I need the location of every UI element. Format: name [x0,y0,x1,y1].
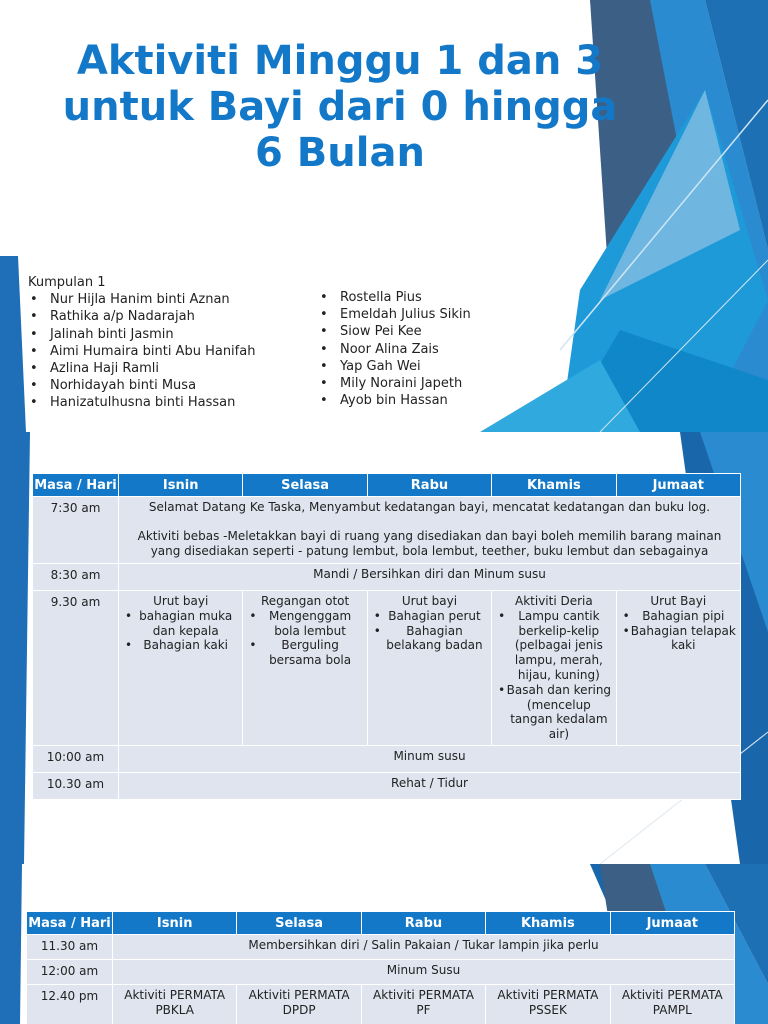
schedule-slide-2 [0,864,768,1024]
table-row [27,935,735,960]
column-header: Rabu [367,474,491,497]
time-cell: 11.30 am [27,935,113,960]
column-header: Isnin [119,474,243,497]
table-row [27,985,735,1024]
title-line: untuk Bayi dari 0 hingga [62,84,618,130]
activity-cell-jumaat [616,591,740,746]
activity-cell-khamis: Aktiviti PERMATA PSSEK [486,985,610,1024]
table-row [33,772,741,799]
member-name: • Nur Hijla Hanim binti Aznan [28,291,255,308]
time-cell: 12.40 pm [27,985,113,1024]
schedule-table [32,473,741,800]
activity-item: • Bahagian kaki [123,638,238,653]
table-header-row [27,912,735,935]
activity-cell: Minum susu [119,745,741,772]
slide-title [40,38,640,176]
activity-item: • Berguling bersama bola [247,638,362,668]
member-list-left [28,274,255,412]
activity-item: • bahagian muka dan kepala [123,609,238,639]
activity-heading: Aktiviti Deria [515,594,593,608]
member-name: • Mily Noraini Japeth [318,375,471,392]
table-row [33,564,741,591]
activity-heading: Urut bayi [401,594,458,608]
column-header: Isnin [113,912,237,935]
activity-item: • Bahagian belakang badan [372,624,487,654]
title-slide [0,0,768,432]
member-list-right [318,289,471,409]
activity-item: • Mengenggam bola lembut [247,609,362,639]
activity-text: Selamat Datang Ke Taska, Menyambut kedatangan bayi, mencatat kedatangan dan buku log. [148,500,711,514]
table-row [27,960,735,985]
member-name: • Rathika a/p Nadarajah [28,308,255,325]
column-header: Khamis [492,474,616,497]
time-cell: 12:00 am [27,960,113,985]
member-name: • Siow Pei Kee [318,323,471,340]
activity-cell: Minum Susu [113,960,735,985]
time-cell: 10:00 am [33,745,119,772]
activity-cell: Membersihkan diri / Salin Pakaian / Tukar lampin jika perlu [113,935,735,960]
time-cell: 10.30 am [33,772,119,799]
member-name: • Azlina Haji Ramli [28,360,255,377]
activity-heading: Urut Bayi [650,594,707,608]
activity-cell [119,497,741,564]
time-cell: 9.30 am [33,591,119,746]
activity-item: • Bahagian pipi [621,609,736,624]
activity-item: • Lampu cantik berkelip-kelip (pelbagai jenis lampu, merah, hijau, kuning) [496,609,611,683]
activity-cell-selasa [243,591,367,746]
activity-cell: Mandi / Bersihkan diri dan Minum susu [119,564,741,591]
member-name: • Jalinah binti Jasmin [28,326,255,343]
column-header: Rabu [361,912,485,935]
member-name: • Rostella Pius [318,289,471,306]
member-name: • Hanizatulhusna binti Hassan [28,394,255,411]
member-name: • Aimi Humaira binti Abu Hanifah [28,343,255,360]
activity-heading: Regangan otot [260,594,350,608]
activity-cell-isnin: Aktiviti PERMATA PBKLA [113,985,237,1024]
group-label: Kumpulan 1 [28,275,106,290]
member-name: • Norhidayah binti Musa [28,377,255,394]
column-header: Masa / Hari [33,474,119,497]
activity-cell-rabu: Aktiviti PERMATA PF [361,985,485,1024]
title-line: Aktiviti Minggu 1 dan 3 [76,38,604,84]
time-cell: 7:30 am [33,497,119,564]
table-row [33,745,741,772]
column-header: Khamis [486,912,610,935]
column-header: Masa / Hari [27,912,113,935]
activity-cell-jumaat: Aktiviti PERMATA PAMPL [610,985,734,1024]
activity-cell-selasa: Aktiviti PERMATA DPDP [237,985,361,1024]
schedule-table [26,911,735,1024]
column-header: Jumaat [610,912,734,935]
activity-cell: Rehat / Tidur [119,772,741,799]
table-header-row [33,474,741,497]
time-cell: 8:30 am [33,564,119,591]
column-header: Jumaat [616,474,740,497]
activity-item: • Basah dan kering (mencelup tangan kedalam air) [496,683,611,742]
activity-cell-rabu [367,591,491,746]
column-header: Selasa [243,474,367,497]
activity-text: Aktiviti bebas -Meletakkan bayi di ruang yang disediakan dan bayi boleh memilih barang mainan yang disediakan seperti - patung lembut, bola lembut, teether, buku lembut dan sebagainya [137,528,722,558]
activity-cell-khamis [492,591,616,746]
activity-item: • Bahagian telapak kaki [621,624,736,654]
activity-item: • Bahagian perut [372,609,487,624]
member-name: • Emeldah Julius Sikin [318,306,471,323]
member-name: • Yap Gah Wei [318,358,471,375]
schedule-slide-1 [0,432,768,864]
member-name: • Noor Alina Zais [318,341,471,358]
title-line: 6 Bulan [255,130,425,176]
activity-heading: Urut bayi [153,594,209,608]
activity-cell-isnin [119,591,243,746]
table-row [33,591,741,746]
table-row [33,497,741,564]
member-name: • Ayob bin Hassan [318,392,471,409]
column-header: Selasa [237,912,361,935]
